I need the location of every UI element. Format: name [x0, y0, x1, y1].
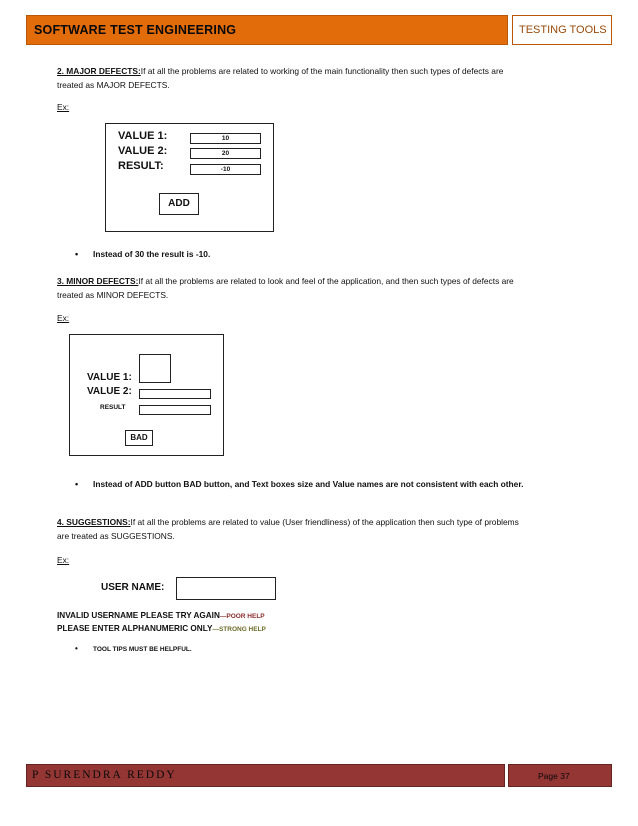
suggestions-heading: 4. SUGGESTIONS: [57, 517, 131, 527]
major-result-field[interactable]: -10 [190, 164, 261, 175]
minor-value1-field[interactable] [139, 354, 171, 383]
header-section: TESTING TOOLS [519, 24, 607, 36]
major-value2-label: VALUE 2: [118, 145, 168, 157]
strong-help-message: PLEASE ENTER ALPHANUMERIC ONLY—STRONG HELP [57, 624, 266, 633]
username-label: USER NAME: [101, 582, 165, 593]
minor-ex-label: Ex: [57, 313, 70, 323]
suggestions-line2: are treated as SUGGESTIONS. [57, 531, 175, 541]
minor-value2-label: VALUE 2: [87, 386, 132, 397]
page-footer [26, 764, 612, 787]
bullet-icon: • [75, 479, 79, 489]
major-line2: treated as MAJOR DEFECTS. [57, 80, 170, 90]
major-heading: 2. MAJOR DEFECTS: [57, 66, 141, 76]
bullet-icon: • [75, 249, 79, 259]
major-value2-field[interactable]: 20 [190, 148, 261, 159]
minor-bullet: • Instead of ADD button BAD button, and Text boxes size and Value names are not consistent with each other. [75, 479, 524, 489]
minor-value1-label: VALUE 1: [87, 372, 132, 383]
footer-author-bar [26, 764, 505, 787]
suggestions-paragraph [57, 515, 519, 543]
bullet-icon: • [75, 644, 78, 653]
minor-example-form [69, 334, 224, 456]
major-paragraph [57, 64, 503, 92]
minor-result-label: RESULT [100, 404, 126, 411]
major-value1-field[interactable]: 10 [190, 133, 261, 144]
header-section-bar [512, 15, 612, 45]
strong-help-tag: —STRONG HELP [212, 626, 266, 633]
footer-author: P SURENDRA REDDY [32, 769, 177, 781]
major-line1: If at all the problems are related to working of the main functionality then such types of defects are [140, 66, 504, 76]
header-title: SOFTWARE TEST ENGINEERING [34, 23, 237, 37]
username-field[interactable] [176, 577, 276, 600]
minor-result-field[interactable] [139, 405, 211, 415]
suggestions-ex-label: Ex: [57, 555, 70, 565]
major-value1-label: VALUE 1: [118, 130, 168, 142]
minor-line1: If at all the problems are related to look and feel of the application, and then such types of defects are [138, 276, 514, 286]
page-header [26, 15, 612, 45]
minor-heading: 3. MINOR DEFECTS: [57, 276, 139, 286]
suggestions-line1: If at all the problems are related to value (User friendliness) of the application then such type of problems [130, 517, 519, 527]
bad-button[interactable]: BAD [125, 430, 153, 446]
minor-value2-field[interactable] [139, 389, 211, 399]
major-example-form [105, 123, 274, 232]
major-ex-label: Ex: [57, 102, 70, 112]
header-title-bar [26, 15, 508, 45]
poor-help-message: INVALID USERNAME PLEASE TRY AGAIN—POOR HELP [57, 611, 265, 620]
suggestions-bullet: • TOOL TIPS MUST BE HELPFUL. [75, 644, 192, 653]
footer-page-bar [508, 764, 612, 787]
poor-help-tag: —POOR HELP [219, 613, 265, 620]
minor-paragraph [57, 274, 514, 302]
add-button[interactable]: ADD [159, 193, 199, 215]
major-bullet: • Instead of 30 the result is -10. [75, 249, 211, 259]
major-result-label: RESULT: [118, 160, 164, 172]
minor-line2: treated as MINOR DEFECTS. [57, 290, 169, 300]
page-number: Page 37 [538, 771, 570, 781]
